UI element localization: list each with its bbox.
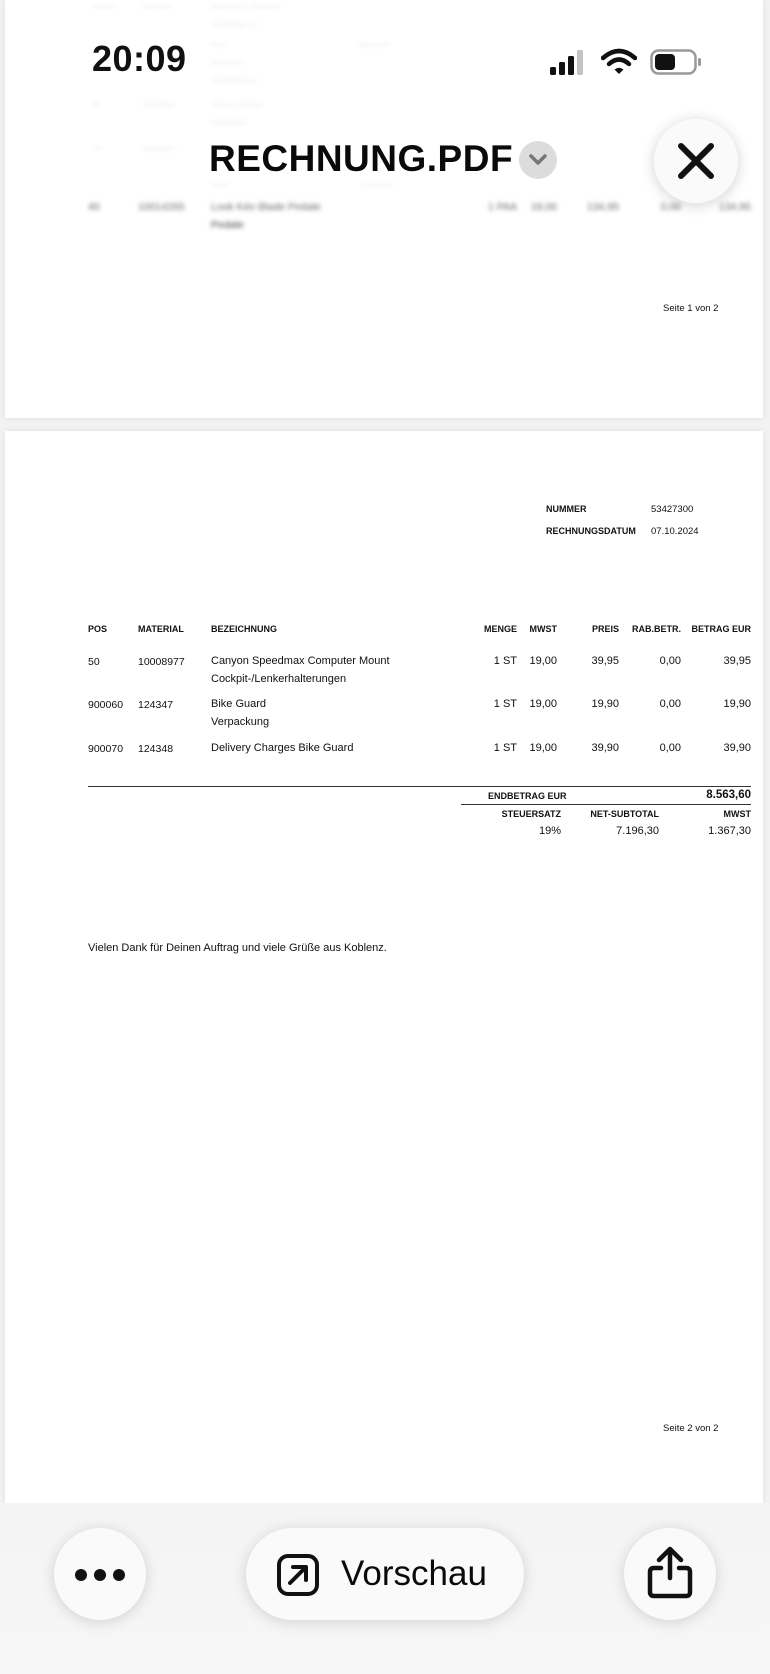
- row-material: 10014265: [138, 201, 185, 213]
- share-icon: [646, 1546, 694, 1600]
- row-material: 10008977: [138, 656, 185, 668]
- col-menge: MENGE: [483, 624, 517, 634]
- endbetrag-label: ENDBETRAG EUR: [488, 791, 567, 801]
- row-mwst: 19,00: [529, 742, 557, 754]
- row-pos: 40: [88, 201, 100, 213]
- row-betrag: 19,90: [723, 698, 751, 710]
- row-menge: 1 PAA: [488, 201, 517, 213]
- chevron-down-icon: [528, 152, 548, 168]
- wifi-icon: [601, 48, 637, 76]
- closing-text: Vielen Dank für Deinen Auftrag und viele Grüße aus Koblenz.: [88, 942, 387, 954]
- meta-label-number: NUMMER: [546, 504, 587, 514]
- title-menu-button[interactable]: [519, 141, 557, 179]
- row-preis: 134,95: [586, 201, 619, 213]
- steuersatz-value: 19%: [538, 825, 561, 837]
- row-menge: 1 ST: [493, 742, 517, 754]
- row-material: 124348: [138, 743, 174, 755]
- col-betrag: BETRAG EUR: [691, 624, 751, 634]
- meta-value-date: 07.10.2024: [651, 526, 699, 537]
- row-mwst: 19,00: [529, 655, 557, 667]
- row-rab: 0,00: [660, 201, 681, 213]
- battery-icon: [650, 49, 702, 75]
- close-button[interactable]: [654, 119, 738, 203]
- meta-value-number: 53427300: [651, 504, 694, 515]
- row-mwst: 19,00: [529, 698, 557, 710]
- row-betrag: 39,90: [723, 742, 751, 754]
- col-preis: PREIS: [591, 624, 619, 634]
- row-rab: 0,00: [659, 655, 681, 667]
- row-sub: Cockpit-/Lenkerhalterungen: [211, 673, 347, 685]
- more-button[interactable]: [54, 1528, 146, 1620]
- row-preis: 39,90: [591, 742, 619, 754]
- net-subtotal-label: NET-SUBTOTAL: [590, 809, 659, 819]
- row-betrag: 134,95: [718, 201, 751, 213]
- steuersatz-label: STEUERSATZ: [501, 809, 561, 819]
- net-subtotal-value: 7.196,30: [616, 825, 659, 837]
- col-mwst: MWST: [529, 624, 557, 634]
- col-bezeichnung: BEZEICHNUNG: [211, 624, 278, 634]
- preview-label: Vorschau: [341, 1554, 487, 1593]
- row-menge: 1 ST: [493, 698, 517, 710]
- row-bezeichnung: Bike Guard: [211, 698, 267, 710]
- row-menge: 1 ST: [493, 655, 517, 667]
- cellular-signal-icon: [550, 50, 590, 76]
- pdf-page-2: [5, 431, 763, 1503]
- row-rab: 0,00: [659, 698, 681, 710]
- endbetrag-value: 8.563,60: [706, 789, 751, 801]
- page-number: Seite 1 von 2: [663, 303, 719, 314]
- divider: [461, 804, 751, 805]
- close-icon: [676, 141, 716, 181]
- row-material: 124347: [138, 699, 174, 711]
- row-betrag: 39,95: [723, 655, 751, 667]
- row-mwst: 19,00: [530, 201, 557, 213]
- row-bezeichnung: Canyon Speedmax Computer Mount: [211, 655, 390, 667]
- row-preis: 39,95: [591, 655, 619, 667]
- pdf-page-1: ······ ········ ········ ·· ········ ·········· ·· ···· ········· ········· ············· ·· ········· ······ ········ ·········· ·· ········· ····· ········· 40 10014265 Look Kéo Blade Pedale Pedale 1 PAA 19,00 134,95 0,00 134,95 Seite 1 von 2: [5, 0, 763, 418]
- more-dots-icon: [74, 1568, 126, 1582]
- col-material: MATERIAL: [138, 624, 184, 634]
- preview-button[interactable]: [246, 1528, 524, 1620]
- share-button[interactable]: [624, 1528, 716, 1620]
- status-time: 20:09: [92, 38, 187, 79]
- document-title[interactable]: RECHNUNG.PDF: [209, 138, 514, 179]
- row-pos: 50: [88, 656, 100, 668]
- row-preis: 19,90: [591, 698, 619, 710]
- open-external-icon: [276, 1553, 320, 1597]
- row-sub: Pedale: [211, 219, 244, 231]
- col-pos: POS: [88, 624, 108, 634]
- row-rab: 0,00: [659, 742, 681, 754]
- row-bezeichnung: Look Kéo Blade Pedale: [211, 201, 321, 213]
- page-number: Seite 2 von 2: [663, 1423, 719, 1434]
- row-sub: Verpackung: [211, 716, 270, 728]
- row-bezeichnung: Delivery Charges Bike Guard: [211, 742, 354, 754]
- row-pos: 900060: [88, 699, 124, 711]
- meta-label-date: RECHNUNGSDATUM: [546, 526, 636, 536]
- divider: [88, 786, 751, 787]
- mwst-label: MWST: [723, 809, 751, 819]
- col-rab: RAB.BETR.: [632, 624, 681, 634]
- row-pos: 900070: [88, 743, 124, 755]
- mwst-value: 1.367,30: [708, 825, 751, 837]
